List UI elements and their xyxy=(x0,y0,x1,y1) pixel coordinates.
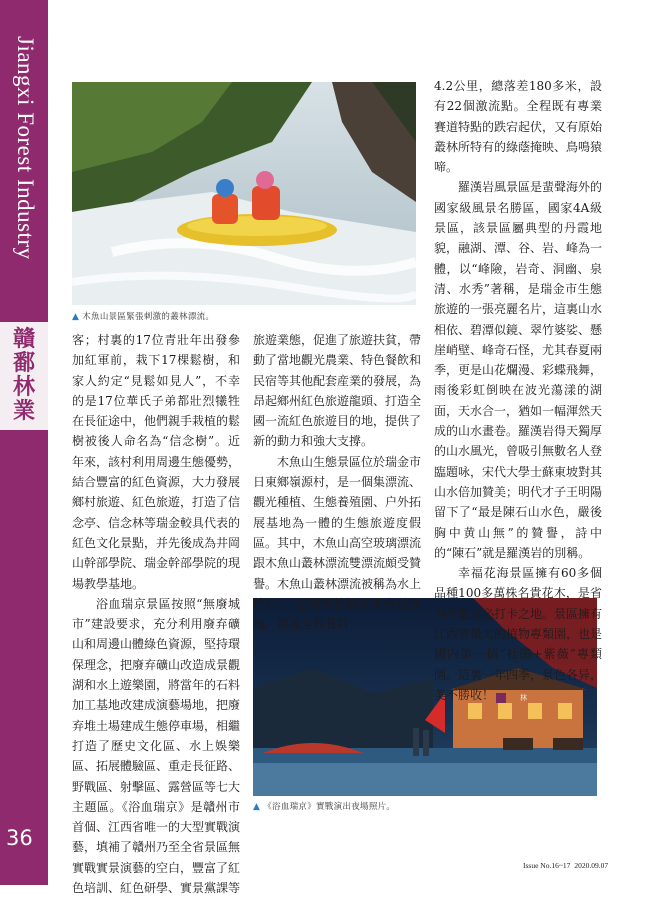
text-column-1 xyxy=(72,330,240,898)
column-char: 林 xyxy=(12,375,35,400)
paragraph: 浴血瑞京景區按照“無廢城市”建設要求，充分利用廢弃礦山和周邊山體綠色資源，堅持環保理念，把廢弃礦山改造成景觀湖和水上遊樂園，將當年的石料加工基地改建成演藝場地，把廢弃堆土場建成生態停車場，相繼打造了歷史文化區、水上娛樂區、拓展體驗區、重走長征路、野戰區、射擊區、露營區等七大主題區。《浴血瑞京》是贛州市首個、江西省唯一的大型實戰演藝，填補了贛州乃至全省景區無實戰實景演藝的空白，豐富了紅色培訓、紅色研學、實景黨課等 xyxy=(72,596,241,896)
footer-issue-info xyxy=(523,861,612,870)
column-char: 業 xyxy=(12,399,35,424)
rafting-photo xyxy=(72,82,416,305)
column-name-box xyxy=(0,322,48,430)
rafting-caption xyxy=(72,310,214,322)
sidebar-band xyxy=(0,0,48,885)
paragraph: 客；村裏的17位青壯年出發參加紅軍前，栽下17棵鬆樹，和家人約定“見鬆如見人”，不幸的是17位華氏子弟都壯烈犧牲在長征途中，他們親手栽植的鬆樹被後人命名為“信念樹”。近年來，該村利用周邊生態優勢，結合豐富的紅色資源，大力發展鄉村旅遊、紅色旅遊，打造了信念亭、信念林等瑞金較具代表的紅色文化景點，并先後成為井岡山幹部學院、瑞金幹部學院的現場教學基地。 xyxy=(72,333,241,591)
column-char: 贛 xyxy=(12,327,35,352)
journal-title: Jiangxi Forest Industry xyxy=(13,36,38,260)
issue-date: 2020.09.07 xyxy=(574,861,609,870)
end-mark-icon: 林 xyxy=(496,693,506,703)
text-column-2 xyxy=(253,330,421,634)
column-name xyxy=(0,328,48,424)
paragraph-last xyxy=(434,563,602,705)
text-column-3 xyxy=(434,76,602,705)
triangle-icon: ▲ xyxy=(72,312,80,322)
show-caption-text: 《浴血瑞京》實戰演出夜場照片。 xyxy=(263,802,396,812)
triangle-icon: ▲ xyxy=(253,802,261,812)
page-number: 36 xyxy=(6,826,33,850)
show-caption xyxy=(253,800,395,812)
paragraph: 4.2公里，總落差180多米，設有22個激流點。全程既有專業賽道特點的跌宕起伏，又有原始叢林所特有的綠蔭掩映、鳥鳴猿啼。 xyxy=(434,79,603,175)
column-char: 鄱 xyxy=(12,351,35,376)
paragraph: 木魚山生態景區位於瑞金市日東鄉嶺源村，是一個集漂流、觀光種植、生態養殖園、户外拓展基地為一體的生態旅遊度假區。其中，木魚山高空玻璃漂流跟木魚山叢林漂流雙漂流頗受贊譽。木魚山叢林漂流被稱為水上的F1，是國内首個專業賽道漂流。漂流全程長約 xyxy=(253,454,422,632)
paragraph: 羅漢岩風景區是蜚聲海外的國家級風景名勝區，國家4A級景區，該景區屬典型的丹霞地貌，融湖、潭、谷、岩、峰為一體，以“峰險，岩奇、洞幽、泉清、水秀”著稱，是瑞金市生態旅遊的一張亮麗名片，這裏山水相依、碧潭似鏡、翠竹婆娑、懸崖峭壁、峰奇石怪，尤其春夏兩季，更是山花爛漫、彩蝶飛舞，雨後彩虹倒映在波光蕩漾的湖面，天水合一，猶如一幅渾然天成的山水畫卷。羅漢岩得天獨厚的山水風光，曾吸引無數名人登臨題咏，宋代大學士蘇東坡對其山水倍加贊美；明代才子王明陽留下了“最是陳石山水色，嚴後胸中黄山無”的贊譽，詩中的“陳石”就是羅漢岩的別稱。 xyxy=(434,180,603,560)
rafting-caption-text: 木魚山景區緊張刺激的叢林漂流。 xyxy=(82,312,215,322)
paragraph-text: 幸福花海景區擁有60多個品種100多萬株名貴花木，是省内外遊客必打卡之地。景區擁有江西省最大的植物專類園，也是國内第一個“杜鵑+紫薇”專類園。這裏一年四季，景色各异，美不勝收！ xyxy=(434,566,603,702)
issue-number: Issue No.16~17 xyxy=(523,861,571,870)
paragraph: 旅遊業態，促進了旅遊扶貧，帶動了當地觀光農業、特色餐飲和民宿等其他配套産業的發展，為昂起鄉州紅色旅遊龍頭、打造全國一流紅色旅遊目的地，提供了新的動力和強大支撐。 xyxy=(253,333,422,449)
